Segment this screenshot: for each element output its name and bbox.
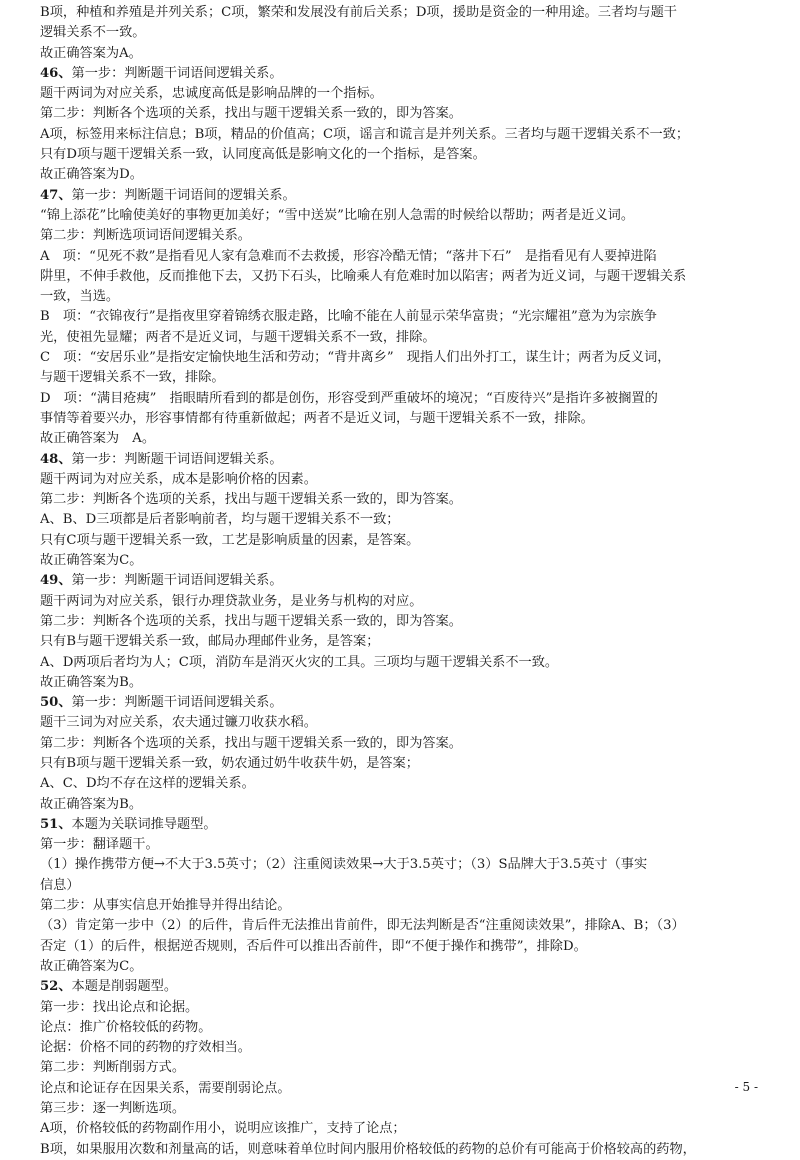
line-text: D 项：“满目疮痍” 指眼睛所看到的都是创伤，形容受到严重破坏的境况；“百废待兴”是指许多被搁置的 bbox=[40, 390, 658, 406]
text-line bbox=[40, 267, 780, 287]
line-text: 题干两词为对应关系，银行办理贷款业务，是业务与机构的对应。 bbox=[40, 593, 423, 609]
line-text: C 项：“安居乐业”是指安定愉快地生活和劳动；“背井离乡” 现指人们出外打工，谋生计；两者为反义词， bbox=[40, 350, 671, 366]
text-line bbox=[40, 754, 780, 774]
text-line bbox=[40, 571, 780, 591]
text-line bbox=[40, 876, 780, 896]
text-line bbox=[40, 3, 780, 23]
line-text: 故正确答案为 A。 bbox=[40, 431, 156, 447]
line-text: 只有D项与题干逻辑关系一致，认同度高低是影响文化的一个指标，是答案。 bbox=[40, 147, 486, 163]
text-line bbox=[40, 23, 780, 43]
text-line bbox=[40, 1099, 780, 1119]
line-text: 只有B项与题干逻辑关系一致，奶农通过奶牛收获牛奶，是答案； bbox=[40, 755, 419, 771]
line-text: 信息） bbox=[40, 877, 80, 893]
text-line bbox=[40, 713, 780, 733]
text-line bbox=[40, 592, 780, 612]
text-line bbox=[40, 977, 780, 997]
text-line bbox=[40, 795, 780, 815]
text-line bbox=[40, 125, 780, 145]
text-line bbox=[40, 1038, 780, 1058]
text-line bbox=[40, 470, 780, 490]
text-line bbox=[40, 632, 780, 652]
question-number: 46、 bbox=[40, 65, 72, 81]
line-text: A项，价格较低的药物副作用小，说明应该推广，支持了论点； bbox=[40, 1121, 406, 1137]
text-line bbox=[40, 815, 780, 835]
text-line bbox=[40, 551, 780, 571]
line-text: 第二步：判断削弱方式。 bbox=[40, 1060, 186, 1076]
text-line bbox=[40, 1079, 780, 1099]
text-line bbox=[40, 145, 780, 165]
line-text: 第二步：判断各个选项的关系，找出与题干逻辑关系一致的，即为答案。 bbox=[40, 613, 462, 629]
text-line bbox=[40, 510, 780, 530]
text-line bbox=[40, 247, 780, 267]
line-text: 事情等着要兴办，形容事情都有待重新做起；两者不是近义词，与题干逻辑关系不一致，排除。 bbox=[40, 410, 594, 426]
line-text: A、B、D三项都是后者影响前者，均与题干逻辑关系不一致； bbox=[40, 512, 400, 528]
text-line bbox=[40, 206, 780, 226]
text-line bbox=[40, 653, 780, 673]
line-text: 第一步：判断题干词语间逻辑关系。 bbox=[71, 573, 283, 589]
line-text: 一致，当选。 bbox=[40, 289, 120, 305]
line-text: 故正确答案为A。 bbox=[40, 45, 142, 61]
line-text: B 项：“衣锦夜行”是指夜里穿着锦绣衣服走路，比喻不能在人前显示荣华富贵；“光宗耀祖”意为为宗族争 bbox=[40, 309, 657, 325]
line-text: 第三步：逐一判断选项。 bbox=[40, 1101, 186, 1117]
text-line bbox=[40, 490, 780, 510]
line-text: 第一步：找出论点和论据。 bbox=[40, 999, 199, 1015]
question-number: 50、 bbox=[40, 695, 72, 711]
text-line bbox=[40, 855, 780, 875]
line-text: A、D两项后者均为人；C项，消防车是消灭火灾的工具。三项均与题干逻辑关系不一致。 bbox=[40, 654, 559, 670]
line-text: 第二步：从事实信息开始推导并得出结论。 bbox=[40, 898, 291, 914]
text-line bbox=[40, 937, 780, 957]
text-line bbox=[40, 429, 780, 449]
text-line bbox=[40, 612, 780, 632]
text-line bbox=[40, 368, 780, 388]
text-line bbox=[40, 835, 780, 855]
line-text: 故正确答案为C。 bbox=[40, 553, 143, 569]
line-text: 故正确答案为B。 bbox=[40, 796, 143, 812]
question-number: 52、 bbox=[40, 979, 72, 995]
text-line bbox=[40, 1058, 780, 1078]
text-line bbox=[40, 348, 780, 368]
line-text: 第二步：判断选项词语间逻辑关系。 bbox=[40, 228, 251, 244]
line-text: 只有B与题干逻辑关系一致，邮局办理邮件业务，是答案； bbox=[40, 634, 380, 650]
text-line bbox=[40, 389, 780, 409]
text-line bbox=[40, 1119, 780, 1139]
line-text: 逻辑关系不一致。 bbox=[40, 25, 146, 41]
text-line bbox=[40, 44, 780, 64]
text-line bbox=[40, 531, 780, 551]
line-text: 阱里，不伸手救他，反而推他下去，又扔下石头，比喻乘人有危难时加以陷害；两者为近义词，与题干逻辑关系 bbox=[40, 268, 687, 284]
document-body bbox=[40, 3, 780, 1160]
text-line bbox=[40, 774, 780, 794]
text-line bbox=[40, 896, 780, 916]
text-line bbox=[40, 328, 780, 348]
line-text: 本题为关联词推导题型。 bbox=[71, 816, 217, 832]
text-line bbox=[40, 693, 780, 713]
question-number: 51、 bbox=[40, 816, 72, 832]
line-text: 故正确答案为D。 bbox=[40, 167, 143, 183]
text-line bbox=[40, 734, 780, 754]
text-line bbox=[40, 450, 780, 470]
text-line bbox=[40, 186, 780, 206]
line-text: 故正确答案为C。 bbox=[40, 958, 143, 974]
text-line bbox=[40, 409, 780, 429]
text-line bbox=[40, 307, 780, 327]
text-line bbox=[40, 64, 780, 84]
line-text: （3）肯定第一步中（2）的后件，肯后件无法推出肯前件，即无法判断是否“注重阅读效果”，排除A、B；（3） bbox=[40, 918, 685, 934]
line-text: （1）操作携带方便→不大于3.5英寸；（2）注重阅读效果→大于3.5英寸；（3）S品牌大于3.5英寸（事实 bbox=[40, 857, 648, 873]
line-text: 题干两词为对应关系，忠诚度高低是影响品牌的一个指标。 bbox=[40, 86, 383, 102]
text-line bbox=[40, 1018, 780, 1038]
line-text: 第二步：判断各个选项的关系，找出与题干逻辑关系一致的，即为答案。 bbox=[40, 735, 462, 751]
question-number: 49、 bbox=[40, 573, 72, 589]
line-text: 第二步：判断各个选项的关系，找出与题干逻辑关系一致的，即为答案。 bbox=[40, 492, 462, 508]
line-text: A 项：“见死不救”是指看见人家有急难而不去救援，形容冷酷无情；“落井下石” 是指看见有人要掉进陷 bbox=[40, 248, 657, 264]
page-number: - 5 - bbox=[734, 1080, 758, 1094]
line-text: 论据：价格不同的药物的疗效相当。 bbox=[40, 1040, 251, 1056]
text-line bbox=[40, 287, 780, 307]
text-line bbox=[40, 226, 780, 246]
line-text: B项，如果服用次数和剂量高的话，则意味着单位时间内服用价格较低的药物的总价有可能高于价格较高的药物， bbox=[40, 1141, 696, 1157]
line-text: 第一步：判断题干词语间逻辑关系。 bbox=[71, 695, 283, 711]
text-line bbox=[40, 673, 780, 693]
text-line bbox=[40, 957, 780, 977]
text-line bbox=[40, 104, 780, 124]
line-text: 第一步：判断题干词语间逻辑关系。 bbox=[71, 451, 283, 467]
question-number: 47、 bbox=[40, 187, 72, 203]
line-text: “锦上添花”比喻使美好的事物更加美好；“雪中送炭”比喻在别人急需的时候给以帮助；两者是近义词。 bbox=[40, 207, 635, 223]
question-number: 48、 bbox=[40, 451, 72, 467]
line-text: 第一步：翻译题干。 bbox=[40, 837, 159, 853]
text-line bbox=[40, 84, 780, 104]
line-text: 第一步：判断题干词语间逻辑关系。 bbox=[71, 65, 283, 81]
line-text: 本题是削弱题型。 bbox=[71, 979, 178, 995]
line-text: 题干两词为对应关系，成本是影响价格的因素。 bbox=[40, 471, 317, 487]
text-line bbox=[40, 916, 780, 936]
line-text: 论点和论证存在因果关系，需要削弱论点。 bbox=[40, 1080, 291, 1096]
line-text: 否定（1）的后件，根据逆否规则，否后件可以推出否前件，即“不便于操作和携带”，排除D。 bbox=[40, 938, 587, 954]
line-text: A、C、D均不存在这样的逻辑关系。 bbox=[40, 776, 255, 792]
line-text: 光，使祖先显耀；两者不是近义词，与题干逻辑关系不一致，排除。 bbox=[40, 329, 436, 345]
line-text: 只有C项与题干逻辑关系一致，工艺是影响质量的因素，是答案。 bbox=[40, 532, 420, 548]
text-line bbox=[40, 1140, 780, 1160]
text-line bbox=[40, 165, 780, 185]
line-text: 故正确答案为B。 bbox=[40, 674, 143, 690]
line-text: 论点：推广价格较低的药物。 bbox=[40, 1019, 212, 1035]
line-text: 题干三词为对应关系，农夫通过镰刀收获水稻。 bbox=[40, 715, 317, 731]
line-text: 与题干逻辑关系不一致，排除。 bbox=[40, 370, 225, 386]
text-line bbox=[40, 998, 780, 1018]
line-text: A项，标签用来标注信息；B项，精品的价值高；C项，谣言和谎言是并列关系。三者均与题干逻辑关系不一致； bbox=[40, 126, 690, 142]
line-text: B项，种植和养殖是并列关系；C项，繁荣和发展没有前后关系；D项，援助是资金的一种用途。三者均与题干 bbox=[40, 5, 677, 20]
line-text: 第一步：判断题干词语间的逻辑关系。 bbox=[71, 187, 296, 203]
line-text: 第二步：判断各个选项的关系，找出与题干逻辑关系一致的，即为答案。 bbox=[40, 106, 462, 122]
